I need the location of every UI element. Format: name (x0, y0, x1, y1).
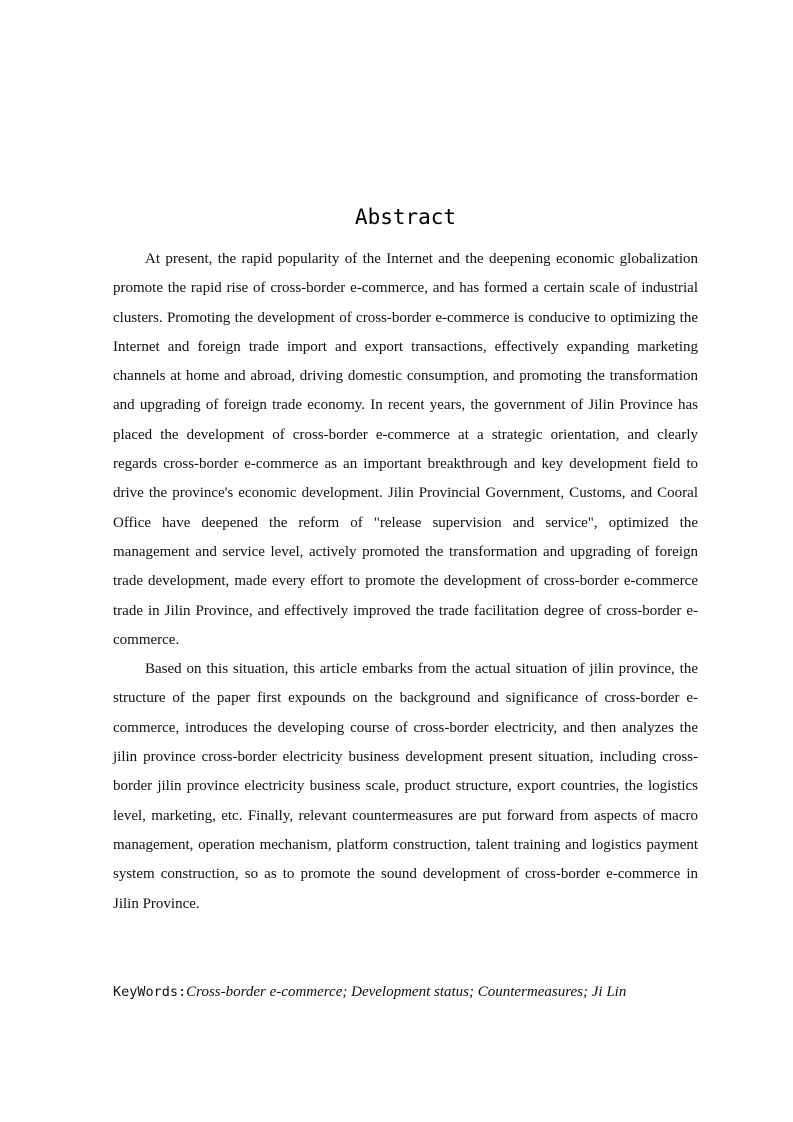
abstract-body (113, 245, 698, 919)
keywords-line (113, 977, 733, 1007)
keywords-label: KeyWords: (113, 984, 187, 1000)
abstract-paragraph-1: At present, the rapid popularity of the Internet and the deepening economic globalization promote the rapid rise of cross-border e-commerce, and has formed a certain scale of industrial clusters. Promoting the development of cross-border e-commerce is conducive to optimizing the Internet and foreign trade import and export transactions, effectively expanding marketing channels at home and abroad, driving domestic consumption, and promoting the transformation and upgrading of foreign trade economy. In recent years, the government of Jilin Province has placed the development of cross-border e-commerce at a strategic orientation, and clearly regards cross-border e-commerce as an important breakthrough and key development field to drive the province's economic development. Jilin Provincial Government, Customs, and Cooral Office have deepened the reform of "release supervision and service", optimized the management and service level, actively promoted the transformation and upgrading of foreign trade development, made every effort to promote the development of cross-border e-commerce trade in Jilin Province, and effectively improved the trade facilitation degree of cross-border e-commerce. (113, 251, 698, 648)
keywords-values: Cross-border e-commerce; Development status; Countermeasures; Ji Lin (186, 984, 627, 1000)
page-title: Abstract (354, 205, 457, 229)
abstract-paragraph-2: Based on this situation, this article embarks from the actual situation of jilin province, the structure of the paper first expounds on the background and significance of cross-border e-commerce, introduces the developing course of cross-border electricity, and then analyzes the jilin province cross-border electricity business development present situation, including cross-border jilin province electricity business scale, product structure, export countries, the logistics level, marketing, etc. Finally, relevant countermeasures are put forward from aspects of macro management, operation mechanism, platform construction, talent training and logistics payment system construction, so as to promote the sound development of cross-border e-commerce in Jilin Province. (113, 661, 698, 912)
